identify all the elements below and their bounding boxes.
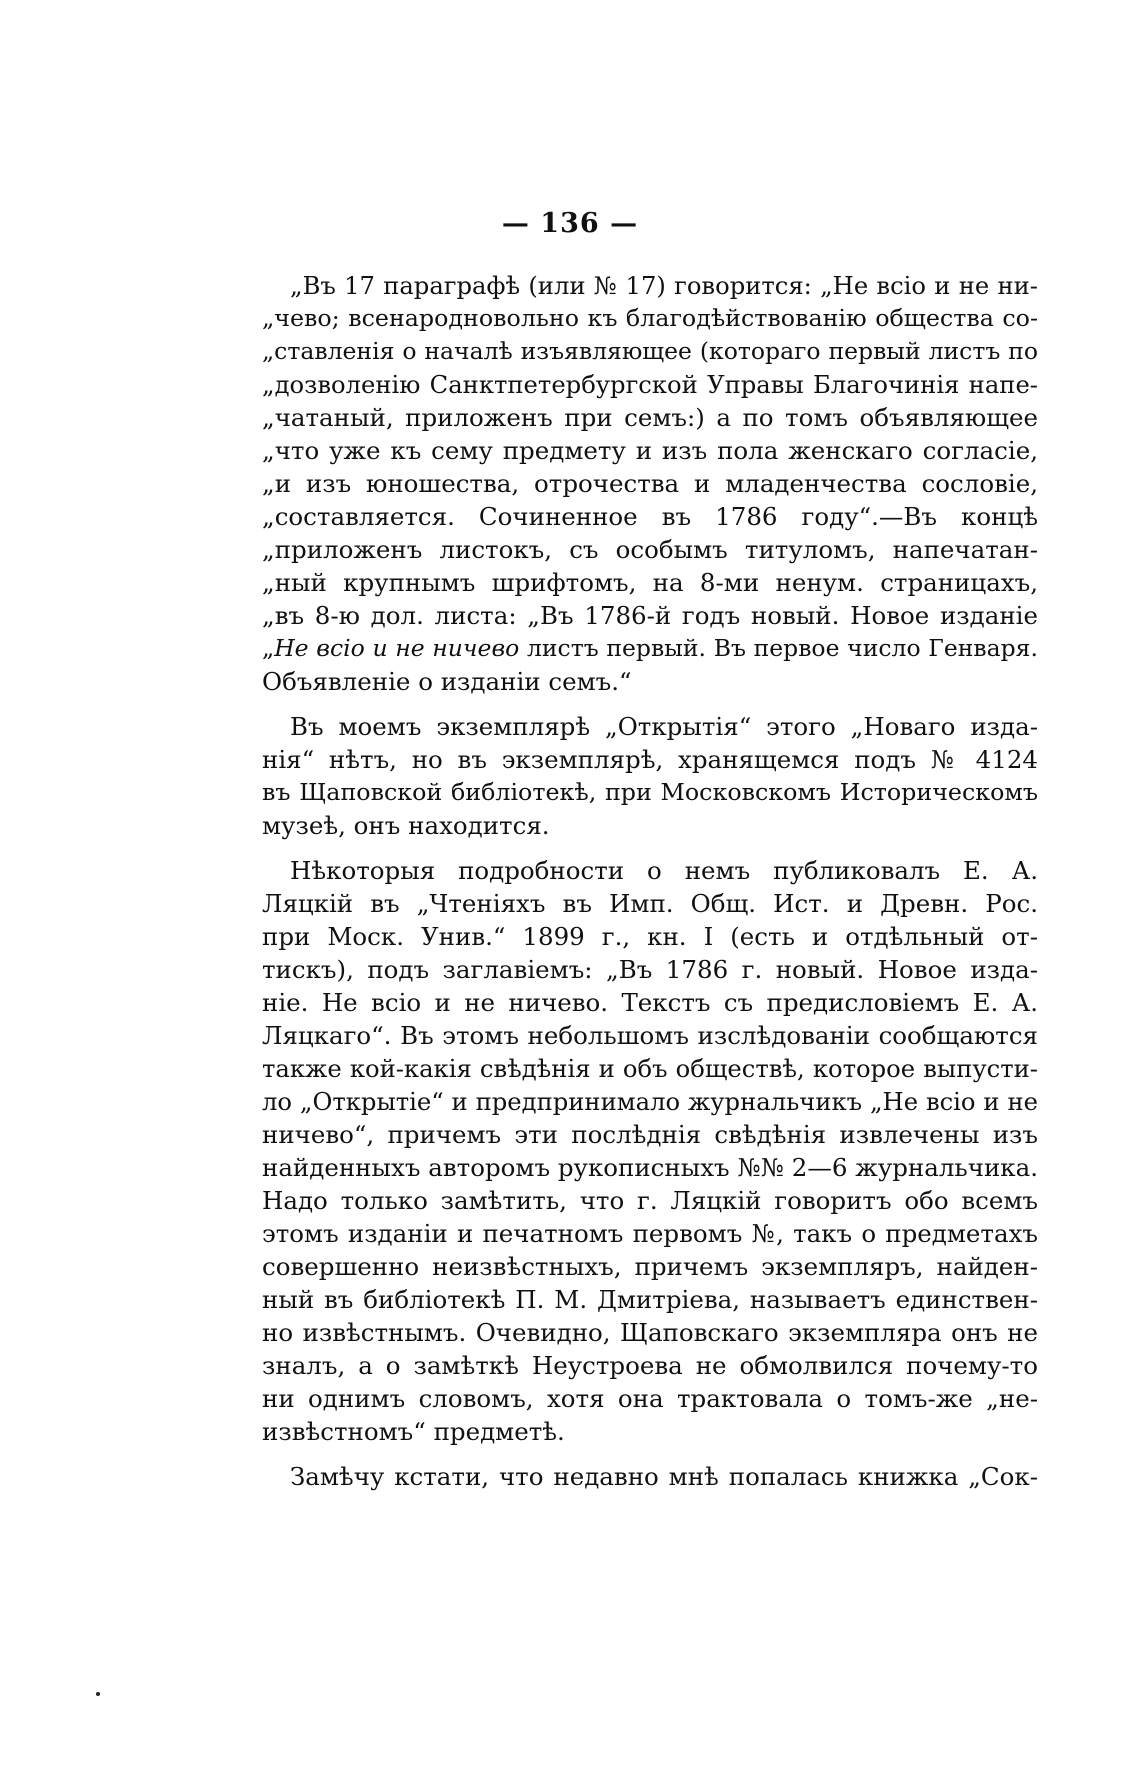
text-line-with-italic: „Не всio и не ничево листъ первый. Въ первое число Генваря.	[262, 634, 1038, 662]
paragraph-1	[262, 269, 1038, 698]
text-line: „ный крупнымъ шрифтомъ, на 8-ми ненум. страницахъ,	[262, 568, 1038, 597]
text-line: „чатаный, приложенъ при семъ:) а по томъ объявляющее	[262, 403, 1038, 432]
text-line: при Моск. Унив.“ 1899 г., кн. I (есть и отдѣльный от-	[262, 922, 1038, 951]
text-line: „Въ 17 параграфѣ (или № 17) говорится: „Не всio и не ни-	[290, 271, 1038, 300]
text-line: Въ моемъ экземплярѣ „Открытiя“ этого „Новаго изда-	[290, 712, 1038, 741]
text-line: „въ 8-ю дол. листа: „Въ 1786-й годъ новый. Новое изданiе	[262, 601, 1038, 630]
text-line: этомъ изданiи и печатномъ первомъ №, такъ о предметахъ	[262, 1219, 1038, 1248]
text-line: ло „Открытiе“ и предпринимало журнальчикъ „Не всio и не	[262, 1087, 1038, 1116]
text-line: „приложенъ листокъ, съ особымъ титуломъ, напечатан-	[262, 535, 1038, 564]
paragraph-3	[262, 854, 1038, 1448]
text-line: ный въ библiотекѣ П. М. Дмитрiева, называетъ единствен-	[262, 1285, 1038, 1314]
text-line: Замѣчу кстати, что недавно мнѣ попалась книжка „Сок-	[290, 1462, 1038, 1491]
text-line: „чево; всенародновольно къ благодѣйствованiю общества со-	[262, 304, 1038, 332]
text-line: также кой-какiя свѣдѣнiя и объ обществѣ, которое выпусти-	[262, 1054, 1038, 1083]
text-line: найденныхъ авторомъ рукописныхъ №№ 2—6 журнальчика.	[262, 1153, 1038, 1182]
italic-title: Не всio и не ничево	[274, 634, 520, 662]
text-line: нiе. Не всio и не ничево. Текстъ съ предисловiемъ Е. А.	[262, 988, 1038, 1017]
text-line: извѣстномъ“ предметѣ.	[262, 1417, 565, 1446]
text-line: „что уже къ сему предмету и изъ пола женскаго согласiе,	[262, 436, 1038, 465]
text-line: но извѣстнымъ. Очевидно, Щаповскаго экземпляра онъ не	[262, 1318, 1038, 1347]
text-line: Объявленiе о изданiи семъ.“	[262, 667, 632, 696]
text-line: музеѣ, онъ находится.	[262, 811, 550, 840]
text-line: ни однимъ словомъ, хотя она трактовала о томъ-же „не-	[262, 1384, 1038, 1413]
text-line: зналъ, а о замѣткѣ Неустроева не обмолвился почему-то	[262, 1351, 1038, 1380]
page-number: — 136 —	[501, 208, 639, 239]
text-line: ничево“, причемъ эти послѣднiя свѣдѣнiя извлечены изъ	[262, 1120, 1038, 1149]
text-line: „составляется. Сочиненное въ 1786 году“.—Въ концѣ	[262, 502, 1038, 531]
text-line: тискъ), подъ заглавiемъ: „Въ 1786 г. новый. Новое изда-	[262, 955, 1038, 984]
text-line: Надо только замѣтить, что г. Ляцкiй говоритъ обо всемъ	[262, 1186, 1038, 1215]
text-line: „и изъ юношества, отрочества и младенчества сословiе,	[262, 469, 1038, 498]
text-line: нiя“ нѣтъ, но въ экземплярѣ, хранящемся подъ № 4124	[262, 745, 1038, 774]
paragraph-4	[262, 1460, 1038, 1493]
text-line: совершенно неизвѣстныхъ, причемъ экземпляръ, найден-	[262, 1252, 1038, 1281]
scan-speck	[96, 1692, 100, 1696]
body-text	[262, 269, 1038, 1493]
text-line: „дозволенiю Санктпетербургской Управы Благочинiя напе-	[262, 370, 1038, 399]
text-line: Ляцкiй въ „Чтенiяхъ въ Имп. Общ. Ист. и Древн. Рос.	[262, 889, 1038, 918]
text-line: Нѣкоторыя подробности о немъ публиковалъ Е. А.	[290, 856, 1038, 885]
text-line: въ Щаповской библiотекѣ, при Московскомъ Историческомъ	[262, 778, 1038, 806]
text-line: Ляцкаго“. Въ этомъ небольшомъ изслѣдованiи сообщаются	[262, 1021, 1038, 1050]
paragraph-2	[262, 710, 1038, 842]
text-line: „ставленiя о началѣ изъявляющее (котораго первый листъ по	[262, 337, 1038, 365]
